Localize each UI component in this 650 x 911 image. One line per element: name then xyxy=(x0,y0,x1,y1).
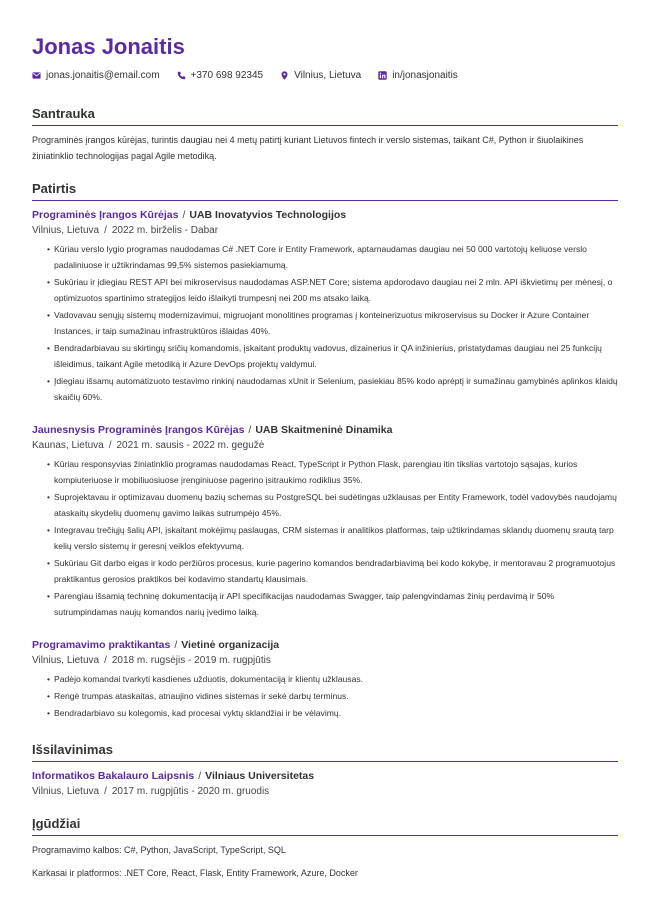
summary-section xyxy=(32,105,618,164)
bullet-item: • Įdiegiau išsamų automatizuoto testavimo rinkinį naudodamas xUnit ir Selenium, pasiekiau 85% kodo aprėptį ir sumažinau gamybinės aplinkos klaidų skaičių 60%. xyxy=(48,373,618,405)
section-divider xyxy=(32,125,618,126)
bullet-item: • Bendradarbiavo su kolegomis, kad procesai vyktų sklandžiai ir be vėlavimų. xyxy=(48,705,618,721)
job-organization: Vietinė organizacija xyxy=(181,639,280,651)
job-meta xyxy=(32,223,618,238)
bullet-item: • Vadovavau senųjų sistemų modernizavimui, migruojant monolitines programas į konteinerizuotus mikroservisus su Docker ir Azure Container Instances, ir taip sumažinau infrastruktūros išlaidas 40%. xyxy=(48,307,618,339)
section-title-summary: Santrauka xyxy=(32,106,95,121)
job-title: Programinės Įrangos Kūrėjas xyxy=(32,209,179,221)
separator: / xyxy=(104,225,107,236)
school-name: Vilniaus Universitetas xyxy=(205,770,315,782)
contact-location xyxy=(280,70,361,81)
bullet-item: • Sukūriau Git darbo eigas ir kodo peržiūros procesus, kurie pagerino komandos bendradarbiavimą bei kodo kokybę, ir mentoravau 2 programuotojus praktikantus gerosios praktikos bei kodavimo standartų klausimais. xyxy=(48,555,618,587)
bullet-item: • Padėjo komandai tvarkyti kasdienes užduotis, dokumentaciją ir klientų užklausas. xyxy=(48,671,618,687)
job-entry xyxy=(32,207,618,405)
contact-phone[interactable] xyxy=(177,70,264,81)
degree-title: Informatikos Bakalauro Laipsnis xyxy=(32,770,195,782)
bullet-item: • Integravau trečiųjų šalių API, įskaitant mokėjimų paslaugas, CRM sistemas ir analitikos platformas, taip užtikrindamas sklandų duomenų srautą tarp kelių verslo sistemų ir geresnį veiklos efektyvumą. xyxy=(48,522,618,554)
separator: / xyxy=(182,209,186,221)
job-bullets xyxy=(32,671,618,721)
education-dates: 2017 m. rugpjūtis - 2020 m. gruodis xyxy=(111,786,270,797)
phone-icon xyxy=(177,71,186,80)
job-title: Jaunesnysis Programinės Įrangos Kūrėjas xyxy=(32,424,245,436)
education-meta xyxy=(32,784,618,799)
bullet-item: • Parengiau išsamią techninę dokumentaciją ir API specifikacijas naudodamas Swagger, taip palengvindamas žinių perdavimą ir 50% sutrumpindamas naujų komandos narių įvedimo laiką. xyxy=(48,588,618,620)
location-text: Vilnius, Lietuva xyxy=(294,69,362,81)
bullet-item: • Sukūriau ir įdiegiau REST API bei mikroservisus naudodamas ASP.NET Core; sistema apdorodavo daugiau nei 2 mln. API iškvietimų per mėnesį, o optimizuotos spartinimo strategijos leido išlaikyti trumpesnį nei 200 ms atsako laiką. xyxy=(48,274,618,306)
skill-line: Programavimo kalbos: C#, Python, JavaScript, TypeScript, SQL xyxy=(32,845,286,855)
skills-section xyxy=(32,815,618,881)
phone-text: +370 698 92345 xyxy=(190,69,264,81)
summary-text: Programinės įrangos kūrėjas, turintis daugiau nei 4 metų patirtį kuriant Lietuvos fintech ir verslo sistemas, taikant C#, Python ir šiuolaikines žiniatinklio technologijas pagal Agile metodiką. xyxy=(32,135,584,161)
job-bullets xyxy=(32,241,618,405)
section-divider xyxy=(32,835,618,836)
separator: / xyxy=(248,424,252,436)
separator: / xyxy=(104,655,107,666)
bullet-item: • Bendradarbiavau su skirtingų sričių komandomis, įskaitant produktų vadovus, dizainerius ir QA inžinierius, pristatydamas daugiau nei 25 funkcijų išleidimus, taikant Agile metodiką ir Azure DevOps projektų valdymui. xyxy=(48,340,618,372)
job-entry xyxy=(32,637,618,721)
job-dates: 2022 m. birželis - Dabar xyxy=(111,225,219,236)
job-title: Programavimo praktikantas xyxy=(32,639,171,651)
linkedin-icon xyxy=(378,71,387,80)
bullet-item: • Kūriau verslo lygio programas naudodamas C# .NET Core ir Entity Framework, aptarnaudamas daugiau nei 50 000 vartotojų keliuose verslo padaliniuose ir užtikrindamas 99,5% sistemos pasiekiamumą. xyxy=(48,241,618,273)
experience-section xyxy=(32,180,618,721)
job-dates: 2021 m. sausis - 2022 m. gegužė xyxy=(116,440,265,451)
job-header xyxy=(32,207,618,223)
job-bullets xyxy=(32,456,618,620)
separator: / xyxy=(104,786,107,797)
skill-line: Karkasai ir platformos: .NET Core, React, Flask, Entity Framework, Azure, Docker xyxy=(32,868,358,878)
job-location: Kaunas, Lietuva xyxy=(32,440,104,451)
job-location: Vilnius, Lietuva xyxy=(32,655,100,666)
separator: / xyxy=(174,639,178,651)
job-meta xyxy=(32,653,618,668)
job-header xyxy=(32,422,618,438)
job-dates: 2018 m. rugsėjis - 2019 m. rugpjūtis xyxy=(111,655,271,666)
candidate-name: Jonas Jonaitis xyxy=(32,34,185,59)
separator: / xyxy=(108,440,112,451)
job-entry xyxy=(32,422,618,620)
job-organization: UAB Inovatyvios Technologijos xyxy=(189,209,347,221)
contact-email[interactable] xyxy=(32,70,160,81)
job-location: Vilnius, Lietuva xyxy=(32,225,100,236)
education-section xyxy=(32,741,618,799)
linkedin-text: in/jonasjonaitis xyxy=(392,69,458,81)
bullet-item: • Rengė trumpas ataskaitas, atnaujino vidines sistemas ir sekė darbų terminus. xyxy=(48,688,618,704)
email-text: jonas.jonaitis@email.com xyxy=(46,69,160,81)
job-organization: UAB Skaitmeninė Dinamika xyxy=(255,424,393,436)
contact-linkedin[interactable] xyxy=(378,70,458,81)
section-divider xyxy=(32,761,618,762)
education-location: Vilnius, Lietuva xyxy=(32,786,100,797)
contact-bar xyxy=(32,68,618,82)
section-title-skills: Įgūdžiai xyxy=(32,816,81,831)
job-header xyxy=(32,637,618,653)
education-header xyxy=(32,768,618,784)
separator: / xyxy=(198,770,202,782)
section-title-experience: Patirtis xyxy=(32,181,77,196)
section-divider xyxy=(32,200,618,201)
job-meta xyxy=(32,438,618,453)
map-pin-icon xyxy=(280,71,289,80)
section-title-education: Išsilavinimas xyxy=(32,742,113,757)
mail-icon xyxy=(32,71,41,80)
bullet-item: • Kūriau responsyvias žiniatinklio programas naudodamas React, TypeScript ir Python Flask, parengiau itin tikslias vartotojo sąsajas, kurios kompiuteriuose ir mobiliuosiuose įrenginiuose pagerino įsitraukimo rodiklius 35%. xyxy=(48,456,618,488)
bullet-item: • Suprojektavau ir optimizavau duomenų bazių schemas su PostgreSQL bei sudėtingas užklausas per Entity Framework, todėl vadovybės naudojamų ataskaitų skydelių duomenų gavimo laikas sutrumpėjo 45%. xyxy=(48,489,618,521)
